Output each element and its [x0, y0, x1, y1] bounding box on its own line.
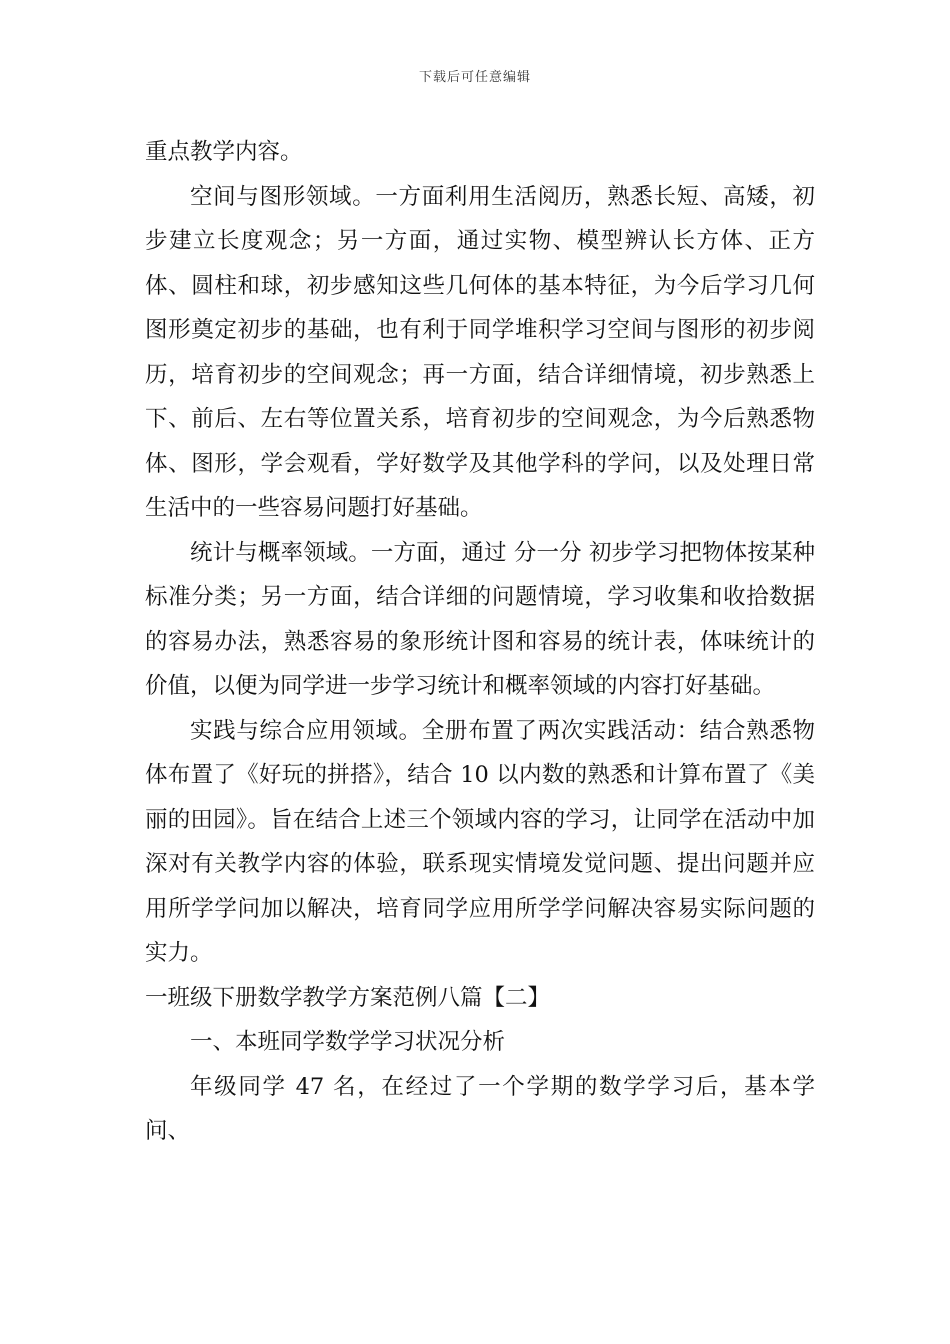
- subsection-heading: 一、本班同学数学学习状况分析: [190, 1029, 506, 1055]
- paragraph-1: 重点教学内容。: [145, 139, 303, 165]
- page-header: 下载后可任意编辑: [418, 70, 531, 85]
- paragraph-class-analysis: 年级同学 47 名，在经过了一个学期的数学学习后，基本学问、: [145, 1073, 815, 1144]
- section-heading: 一班级下册数学教学方案范例八篇【二】: [145, 984, 551, 1011]
- paragraph-statistics: 统计与概率领域。一方面，通过 分一分 初步学习把物体按某种标准分类；另一方面，结合详细的问题情境，学习收集和收拾数据的容易办法，熟悉容易的象形统计图和容易的统计表，体味统计的价值，以便为同学进一步学习统计和概率领域的内容打好基础。: [145, 539, 815, 699]
- paragraph-practice: 实践与综合应用领域。全册布置了两次实践活动：结合熟悉物体布置了《好玩的拼搭》，结合 10 以内数的熟悉和计算布置了《美丽的田园》。旨在结合上述三个领域内容的学习，让同学在活动中加深对有关教学内容的体验，联系现实情境发觉问题、提出问题并应用所学学问加以解决，培育同学应用所学学问解决容易实际问题的实力。: [145, 717, 815, 966]
- document-body: [145, 130, 815, 1154]
- paragraph-space-geometry: 空间与图形领域。一方面利用生活阅历，熟悉长短、高矮，初步建立长度观念；另一方面，通过实物、模型辨认长方体、正方体、圆柱和球，初步感知这些几何体的基本特征，为今后学习几何图形奠定初步的基础，也有利于同学堆积学习空间与图形的初步阅历，培育初步的空间观念；再一方面，结合详细情境，初步熟悉上下、前后、左右等位置关系，培育初步的空间观念，为今后熟悉物体、图形，学会观看，学好数学及其他学科的学问，以及处理日常生活中的一些容易问题打好基础。: [145, 183, 815, 521]
